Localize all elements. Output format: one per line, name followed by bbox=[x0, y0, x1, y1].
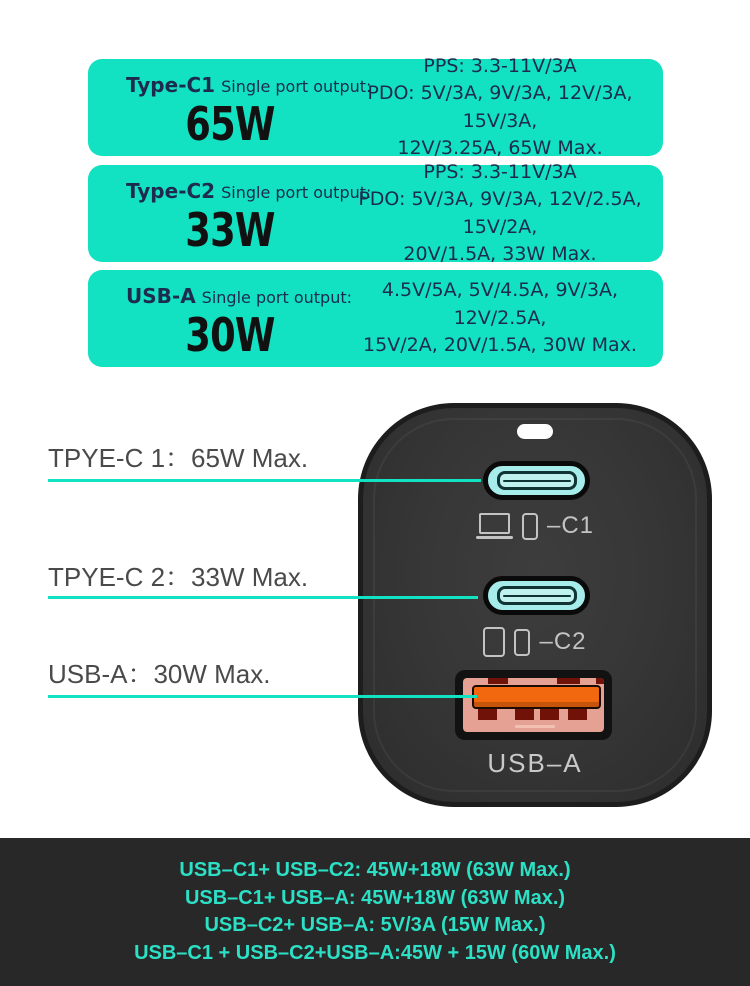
usb-a-tongue bbox=[472, 685, 601, 709]
usb-a-port bbox=[455, 670, 612, 740]
phone-icon bbox=[514, 629, 530, 656]
combo-output-bar bbox=[0, 838, 750, 986]
usb-c-blade bbox=[497, 586, 577, 605]
spec-banner-type-c1 bbox=[88, 54, 663, 159]
combo-line: USB–C2+ USB–A: 5V/3A (15W Max.) bbox=[204, 914, 546, 936]
spec-line: 20V/1.5A, 33W Max. bbox=[403, 243, 597, 265]
combo-line: USB–C1+ USB–C2: 45W+18W (63W Max.) bbox=[179, 859, 571, 881]
power-rating: 33W bbox=[185, 203, 275, 257]
usb-a-pin bbox=[478, 709, 497, 720]
combo-line: USB–C1+ USB–A: 45W+18W (63W Max.) bbox=[184, 886, 566, 909]
spec-line: PPS: 3.3-11V/3A bbox=[423, 160, 577, 183]
usb-a-pin bbox=[596, 678, 604, 684]
spec-banner-type-c2 bbox=[88, 160, 663, 265]
usb-a-highlight bbox=[515, 725, 555, 728]
callout-pointer-line bbox=[48, 479, 481, 482]
spec-banner-left bbox=[126, 59, 372, 156]
spec-line: 4.5V/5A, 5V/4.5A, 9V/3A, 12V/2.5A, bbox=[381, 279, 619, 329]
spec-banner-left bbox=[126, 270, 352, 367]
usb-a-pin bbox=[557, 678, 580, 684]
tablet-icon bbox=[483, 627, 505, 657]
usb-c1-port-label-row bbox=[358, 505, 712, 547]
spec-line: PDO: 5V/3A, 9V/3A, 12V/2.5A, 15V/2A, bbox=[358, 188, 642, 238]
port-label: –C2 bbox=[539, 628, 587, 655]
spec-banner-specs bbox=[340, 160, 660, 265]
usb-a-pin bbox=[540, 709, 559, 720]
spec-line: 12V/3.25A, 65W Max. bbox=[397, 137, 603, 159]
port-name: Type-C1 bbox=[126, 73, 216, 97]
spec-banner-specs bbox=[340, 270, 660, 367]
port-subtitle: Single port output: bbox=[221, 77, 372, 96]
power-rating: 65W bbox=[185, 97, 275, 151]
usb-a-port-inner bbox=[463, 678, 604, 732]
phone-icon bbox=[522, 513, 538, 540]
led-indicator bbox=[517, 424, 553, 439]
spec-banner-left bbox=[126, 165, 372, 262]
spec-banner-usb-a bbox=[88, 270, 663, 367]
usb-a-pin bbox=[568, 709, 587, 720]
laptop-icon bbox=[476, 513, 513, 540]
callout-pointer-line bbox=[48, 695, 477, 698]
port-name: Type-C2 bbox=[126, 179, 216, 203]
power-rating: 30W bbox=[185, 308, 275, 362]
spec-line: 15V/2A, 20V/1.5A, 30W Max. bbox=[363, 334, 637, 357]
usb-c2-port bbox=[483, 576, 590, 615]
port-label: –C1 bbox=[546, 512, 595, 539]
combo-line: USB–C1 + USB–C2+USB–A:45W + 15W (60W Max.) bbox=[134, 941, 616, 964]
spec-line: PDO: 5V/3A, 9V/3A, 12V/3A, 15V/3A, bbox=[367, 82, 633, 132]
banner-title bbox=[126, 73, 372, 98]
callout-pointer-line bbox=[48, 596, 478, 599]
charger-device bbox=[358, 403, 712, 807]
callout-label-type-c2: TPYE-C 2：33W Max. bbox=[48, 562, 309, 592]
usb-c2-port-label-row bbox=[358, 621, 712, 663]
spec-line: PPS: 3.3-11V/3A bbox=[423, 54, 577, 77]
usb-a-pin bbox=[488, 678, 508, 684]
spec-banner-specs bbox=[340, 54, 660, 159]
port-subtitle: Single port output: bbox=[221, 183, 372, 202]
callout-label-type-c1: TPYE-C 1：65W Max. bbox=[48, 443, 309, 473]
banner-title bbox=[126, 284, 352, 309]
port-name: USB-A bbox=[126, 284, 196, 308]
banner-title bbox=[126, 179, 372, 204]
callout-label-usb-a: USB-A：30W Max. bbox=[48, 659, 271, 689]
usb-a-pin bbox=[515, 709, 534, 720]
usb-c-blade bbox=[497, 471, 577, 490]
port-subtitle: Single port output: bbox=[201, 288, 352, 307]
usb-c1-port bbox=[483, 461, 590, 500]
usb-a-port-label: USB–A bbox=[487, 748, 583, 778]
